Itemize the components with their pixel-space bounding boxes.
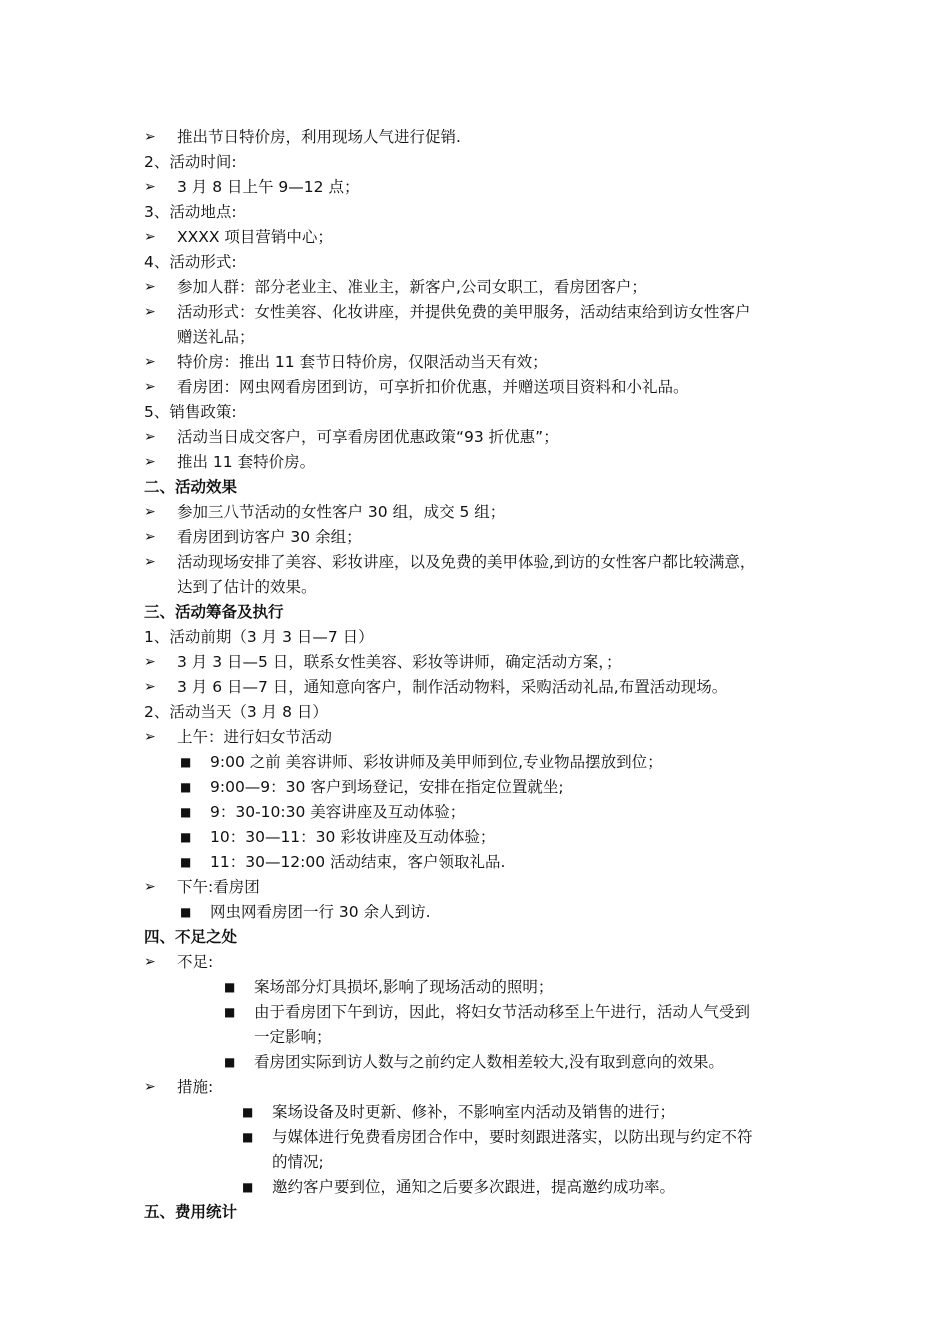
bullet-continuation — [144, 1150, 814, 1175]
line-text: 参加人群：部分老业主、准业主，新客户,公司女职工，看房团客户； — [177, 278, 647, 296]
arrow-bullet-item — [144, 225, 814, 250]
line-text: 9:00 之前 美容讲师、彩妆讲师及美甲师到位,专业物品摆放到位； — [210, 753, 663, 771]
line-text: 3 月 6 日—7 日，通知意向客户，制作活动物料，采购活动礼品,布置活动现场。 — [177, 678, 728, 696]
square-bullet-item — [144, 1175, 814, 1200]
section-heading — [144, 475, 814, 500]
square-bullet-icon: ■ — [242, 1105, 254, 1119]
document-body — [144, 125, 814, 1225]
square-bullet-icon: ■ — [224, 1055, 236, 1069]
square-bullet-icon: ■ — [180, 805, 192, 819]
line-text: 活动现场安排了美容、彩妆讲座，以及免费的美甲体验,到访的女性客户都比较满意， — [177, 553, 756, 571]
section-heading — [144, 925, 814, 950]
square-bullet-icon: ■ — [224, 1005, 236, 1019]
arrow-bullet-item — [144, 550, 814, 575]
line-text: 一定影响； — [254, 1028, 332, 1046]
square-bullet-item — [144, 1050, 814, 1075]
line-text: 4、活动形式: — [144, 253, 237, 271]
arrow-bullet-icon: ➢ — [144, 179, 156, 195]
arrow-bullet-icon: ➢ — [144, 454, 156, 470]
arrow-bullet-icon: ➢ — [144, 529, 156, 545]
line-text: 的情况; — [272, 1153, 324, 1171]
arrow-bullet-item — [144, 725, 814, 750]
bullet-continuation — [144, 1025, 814, 1050]
line-text: 9：30-10:30 美容讲座及互动体验； — [210, 803, 466, 821]
arrow-bullet-item — [144, 125, 814, 150]
square-bullet-icon: ■ — [180, 780, 192, 794]
arrow-bullet-icon: ➢ — [144, 954, 156, 970]
line-text: 推出节日特价房，利用现场人气进行促销. — [177, 128, 461, 146]
subsection-heading — [144, 200, 814, 225]
square-bullet-item — [144, 750, 814, 775]
line-text: 五、费用统计 — [144, 1203, 238, 1221]
line-text: 邀约客户要到位，通知之后要多次跟进，提高邀约成功率。 — [272, 1178, 676, 1196]
section-heading — [144, 1200, 814, 1225]
square-bullet-item — [144, 775, 814, 800]
line-text: 活动形式：女性美容、化妆讲座，并提供免费的美甲服务，活动结束给到访女性客户 — [177, 303, 751, 321]
arrow-bullet-item — [144, 450, 814, 475]
line-text: 案场部分灯具损坏,影响了现场活动的照明； — [254, 978, 554, 996]
arrow-bullet-icon: ➢ — [144, 129, 156, 145]
line-text: 二、活动效果 — [144, 478, 238, 496]
line-text: 看房团到访客户 30 余组； — [177, 528, 362, 546]
line-text: 9:00—9：30 客户到场登记，安排在指定位置就坐; — [210, 778, 564, 796]
arrow-bullet-item — [144, 525, 814, 550]
line-text: 3 月 3 日—5 日，联系女性美容、彩妆等讲师，确定活动方案，； — [177, 653, 622, 671]
square-bullet-item — [144, 1000, 814, 1025]
subsection-heading — [144, 700, 814, 725]
arrow-bullet-icon: ➢ — [144, 554, 156, 570]
arrow-bullet-item — [144, 375, 814, 400]
arrow-bullet-item — [144, 500, 814, 525]
line-text: 活动当日成交客户，可享看房团优惠政策“93 折优惠”； — [177, 428, 559, 446]
line-text: 网虫网看房团一行 30 余人到访. — [210, 903, 431, 921]
line-text: 参加三八节活动的女性客户 30 组，成交 5 组； — [177, 503, 506, 521]
square-bullet-item — [144, 800, 814, 825]
arrow-bullet-item — [144, 650, 814, 675]
square-bullet-item — [144, 825, 814, 850]
arrow-bullet-item — [144, 300, 814, 325]
line-text: 不足: — [177, 953, 214, 971]
arrow-bullet-icon: ➢ — [144, 279, 156, 295]
arrow-bullet-icon: ➢ — [144, 429, 156, 445]
line-text: 与媒体进行免费看房团合作中，要时刻跟进落实，以防出现与约定不符 — [272, 1128, 753, 1146]
line-text: 10：30—11：30 彩妆讲座及互动体验； — [210, 828, 496, 846]
line-text: 11：30—12:00 活动结束，客户领取礼品. — [210, 853, 506, 871]
line-text: 3、活动地点: — [144, 203, 237, 221]
arrow-bullet-icon: ➢ — [144, 679, 156, 695]
bullet-continuation — [144, 325, 814, 350]
arrow-bullet-icon: ➢ — [144, 229, 156, 245]
arrow-bullet-icon: ➢ — [144, 504, 156, 520]
line-text: 赠送礼品； — [177, 328, 255, 346]
square-bullet-icon: ■ — [180, 830, 192, 844]
square-bullet-icon: ■ — [180, 905, 192, 919]
arrow-bullet-icon: ➢ — [144, 729, 156, 745]
line-text: 看房团：网虫网看房团到访，可享折扣价优惠，并赠送项目资料和小礼品。 — [177, 378, 689, 396]
line-text: 三、活动筹备及执行 — [144, 603, 284, 621]
square-bullet-icon: ■ — [242, 1180, 254, 1194]
arrow-bullet-icon: ➢ — [144, 879, 156, 895]
subsection-heading — [144, 400, 814, 425]
line-text: 案场设备及时更新、修补，不影响室内活动及销售的进行； — [272, 1103, 676, 1121]
arrow-bullet-item — [144, 675, 814, 700]
line-text: 2、活动时间: — [144, 153, 237, 171]
square-bullet-item — [144, 850, 814, 875]
arrow-bullet-icon: ➢ — [144, 654, 156, 670]
line-text: 特价房：推出 11 套节日特价房，仅限活动当天有效； — [177, 353, 548, 371]
square-bullet-icon: ■ — [180, 755, 192, 769]
arrow-bullet-item — [144, 275, 814, 300]
line-text: 5、销售政策: — [144, 403, 237, 421]
square-bullet-item — [144, 1100, 814, 1125]
line-text: 1、活动前期（3 月 3 日—7 日） — [144, 628, 374, 646]
subsection-heading — [144, 625, 814, 650]
square-bullet-item — [144, 975, 814, 1000]
square-bullet-item — [144, 900, 814, 925]
square-bullet-icon: ■ — [242, 1130, 254, 1144]
arrow-bullet-item — [144, 950, 814, 975]
square-bullet-icon: ■ — [180, 855, 192, 869]
bullet-continuation — [144, 575, 814, 600]
line-text: 措施: — [177, 1078, 214, 1096]
arrow-bullet-icon: ➢ — [144, 1079, 156, 1095]
arrow-bullet-item — [144, 1075, 814, 1100]
line-text: 2、活动当天（3 月 8 日） — [144, 703, 328, 721]
line-text: 看房团实际到访人数与之前约定人数相差较大,没有取到意向的效果。 — [254, 1053, 724, 1071]
line-text: 上午：进行妇女节活动 — [177, 728, 333, 746]
line-text: XXXX 项目营销中心； — [177, 228, 333, 246]
line-text: 由于看房团下午到访，因此，将妇女节活动移至上午进行，活动人气受到 — [254, 1003, 751, 1021]
square-bullet-icon: ■ — [224, 980, 236, 994]
subsection-heading — [144, 250, 814, 275]
arrow-bullet-icon: ➢ — [144, 379, 156, 395]
subsection-heading — [144, 150, 814, 175]
line-text: 达到了估计的效果。 — [177, 578, 317, 596]
arrow-bullet-item — [144, 175, 814, 200]
line-text: 推出 11 套特价房。 — [177, 453, 316, 471]
arrow-bullet-item — [144, 350, 814, 375]
arrow-bullet-item — [144, 425, 814, 450]
arrow-bullet-icon: ➢ — [144, 304, 156, 320]
line-text: 下午:看房团 — [177, 878, 260, 896]
arrow-bullet-icon: ➢ — [144, 354, 156, 370]
arrow-bullet-item — [144, 875, 814, 900]
section-heading — [144, 600, 814, 625]
line-text: 3 月 8 日上午 9—12 点； — [177, 178, 360, 196]
line-text: 四、不足之处 — [144, 928, 238, 946]
square-bullet-item — [144, 1125, 814, 1150]
